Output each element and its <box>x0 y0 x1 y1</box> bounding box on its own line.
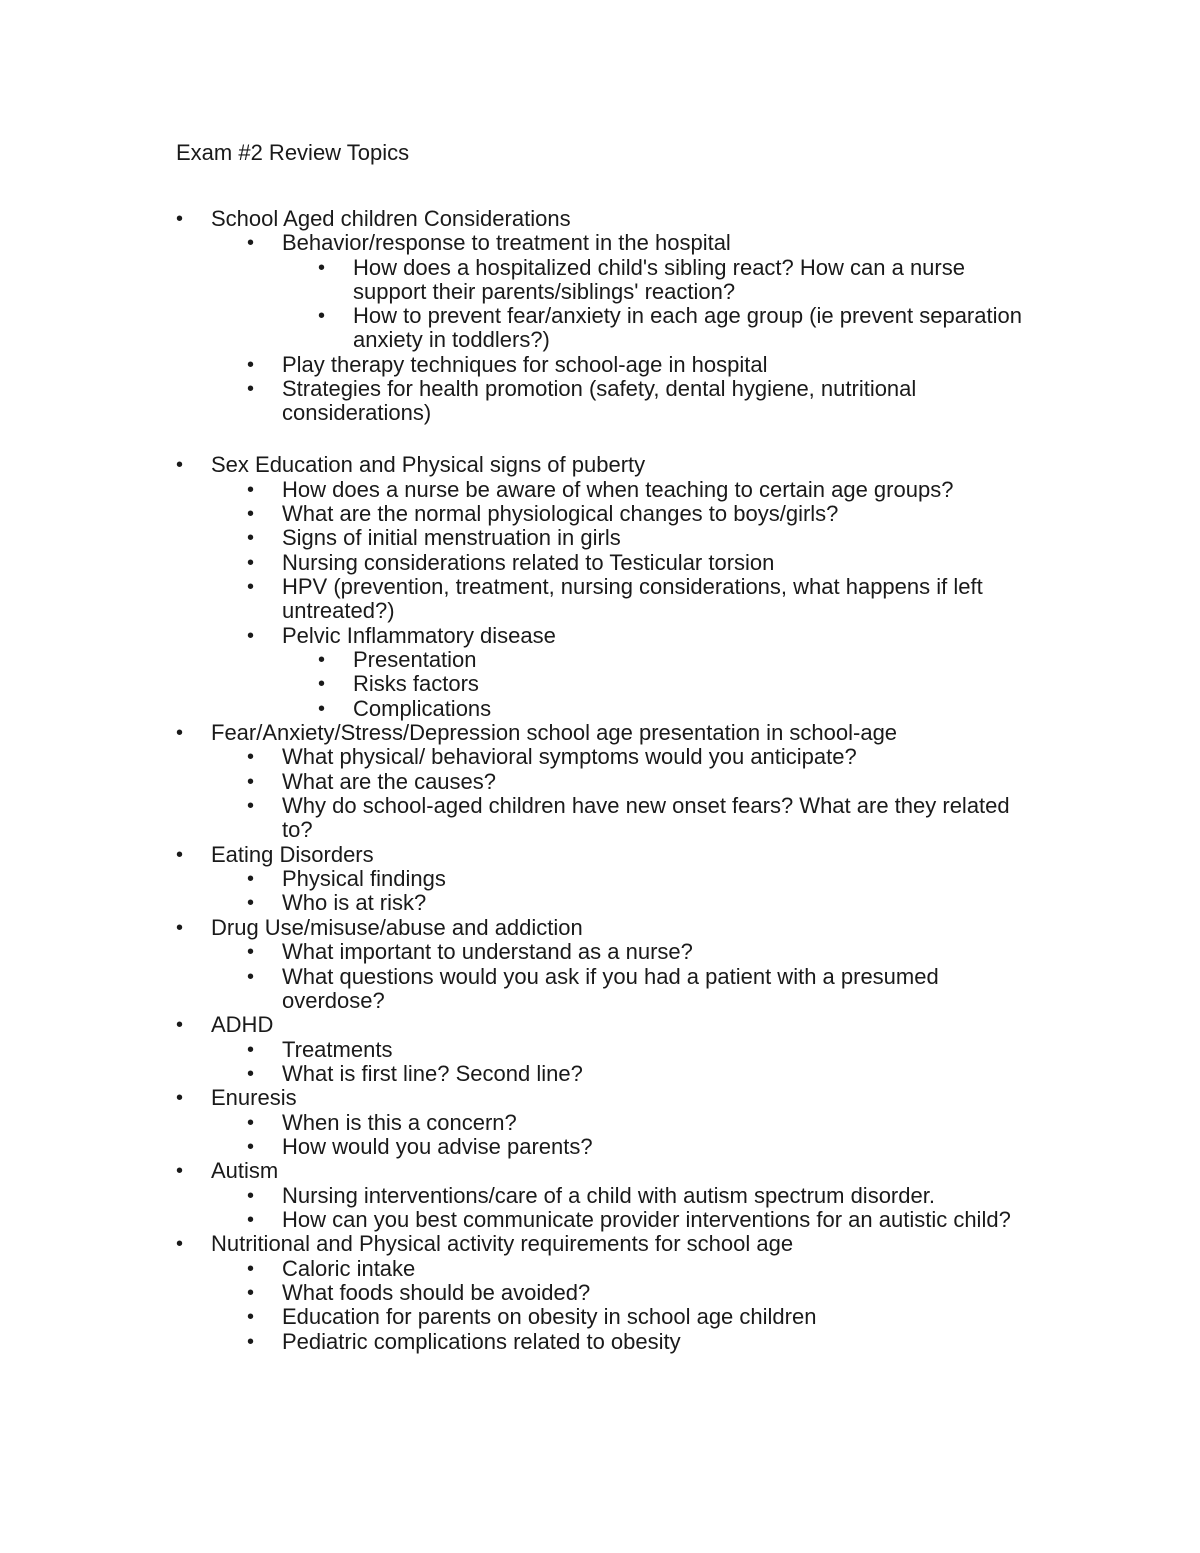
bullet-icon: • <box>247 575 255 598</box>
outline-text: What questions would you ask if you had a patient with a presumed overdose? <box>282 963 939 1013</box>
bullet-icon: • <box>176 1014 184 1037</box>
bullet-icon: • <box>247 551 255 574</box>
outline-text: Nursing interventions/care of a child with autism spectrum disorder. <box>282 1182 935 1208</box>
outline-text: Strategies for health promotion (safety, dental hygiene, nutritional considerations) <box>282 376 917 426</box>
outline-text: Fear/Anxiety/Stress/Depression school age presentation in school-age <box>211 720 898 745</box>
outline-text: Drug Use/misuse/abuse and addiction <box>211 914 583 940</box>
outline-text: Risks factors <box>353 671 479 697</box>
outline-text: What important to understand as a nurse? <box>282 939 693 965</box>
outline-text: HPV (prevention, treatment, nursing considerations, what happens if left untreated?) <box>282 573 983 623</box>
bullet-icon: • <box>247 1135 255 1158</box>
outline-text: Treatments <box>282 1036 393 1062</box>
bullet-icon: • <box>247 746 255 769</box>
bullet-icon: • <box>176 1087 184 1110</box>
bullet-icon: • <box>176 454 184 477</box>
bullet-icon: • <box>247 378 255 401</box>
outline-text: Caloric intake <box>282 1255 416 1281</box>
outline-text: Sex Education and Physical signs of puberty <box>211 452 646 478</box>
bullet-icon: • <box>247 965 255 988</box>
bullet-icon: • <box>247 1184 255 1207</box>
bullet-icon: • <box>247 892 255 915</box>
bullet-icon: • <box>176 1233 184 1256</box>
outline-text: Behavior/response to treatment in the hospital <box>282 230 731 256</box>
bullet-icon: • <box>247 354 255 377</box>
outline-text: School Aged children Considerations <box>211 206 571 231</box>
outline-text: Nursing considerations related to Testicular torsion <box>282 549 775 575</box>
outline-text: Education for parents on obesity in school age children <box>282 1304 817 1330</box>
bullet-icon: • <box>318 305 326 328</box>
bullet-icon: • <box>247 795 255 818</box>
bullet-icon: • <box>247 941 255 964</box>
outline-text: Enuresis <box>211 1085 297 1111</box>
outline-text: Nutritional and Physical activity requirements for school age <box>211 1231 794 1257</box>
bullet-icon: • <box>247 232 255 255</box>
bullet-icon: • <box>247 1111 255 1134</box>
bullet-icon: • <box>247 527 255 550</box>
bullet-icon: • <box>247 1282 255 1305</box>
outline-text: What are the normal physiological changes to boys/girls? <box>282 500 839 526</box>
outline-text: How does a nurse be aware of when teaching to certain age groups? <box>282 476 954 502</box>
bullet-icon: • <box>176 1160 184 1183</box>
outline-text: Complications <box>353 695 492 721</box>
outline-text: How does a hospitalized child's sibling react? How can a nurse support their parents/siblings' reaction? <box>353 254 965 304</box>
outline-text: ADHD <box>211 1012 274 1038</box>
outline-text: Autism <box>211 1158 279 1184</box>
outline-text: Signs of initial menstruation in girls <box>282 525 621 551</box>
bullet-icon: • <box>247 478 255 501</box>
bullet-icon: • <box>176 208 184 230</box>
outline-text: Presentation <box>353 646 477 672</box>
bullet-icon: • <box>318 648 326 671</box>
outline-text: How to prevent fear/anxiety in each age group (ie prevent separation anxiety in toddlers?) <box>353 303 1022 353</box>
bullet-icon: • <box>247 1330 255 1353</box>
bullet-icon: • <box>247 868 255 891</box>
bullet-icon: • <box>247 770 255 793</box>
bullet-icon: • <box>247 624 255 647</box>
bullet-icon: • <box>247 502 255 525</box>
bullet-icon: • <box>318 673 326 696</box>
bullet-icon: • <box>318 256 326 279</box>
outline-text: Play therapy techniques for school-age in hospital <box>282 352 768 378</box>
page-title: Exam #2 Review Topics <box>176 140 410 165</box>
outline-text: When is this a concern? <box>282 1109 517 1135</box>
bullet-icon: • <box>176 722 184 744</box>
outline-text: What are the causes? <box>282 768 497 794</box>
outline-text: Who is at risk? <box>282 890 427 916</box>
bullet-icon: • <box>247 1306 255 1329</box>
bullet-icon: • <box>247 1257 255 1280</box>
outline-text: How would you advise parents? <box>282 1133 593 1159</box>
outline-text: What physical/ behavioral symptoms would you anticipate? <box>282 744 857 770</box>
outline-text: Eating Disorders <box>211 841 374 867</box>
bullet-icon: • <box>176 916 184 939</box>
outline-text: What is first line? Second line? <box>282 1060 583 1086</box>
bullet-icon: • <box>318 697 326 720</box>
outline-text: What foods should be avoided? <box>282 1280 591 1306</box>
outline-text: Why do school-aged children have new onset fears? What are they related to? <box>282 793 1010 843</box>
bullet-icon: • <box>247 1038 255 1061</box>
outline-text: How can you best communicate provider interventions for an autistic child? <box>282 1207 1011 1232</box>
bullet-icon: • <box>247 1209 255 1231</box>
bullet-icon: • <box>176 843 184 866</box>
outline-text: Pelvic Inflammatory disease <box>282 622 556 648</box>
outline-text: Physical findings <box>282 866 446 892</box>
outline-text: Pediatric complications related to obesity <box>282 1328 681 1354</box>
bullet-icon: • <box>247 1062 255 1085</box>
